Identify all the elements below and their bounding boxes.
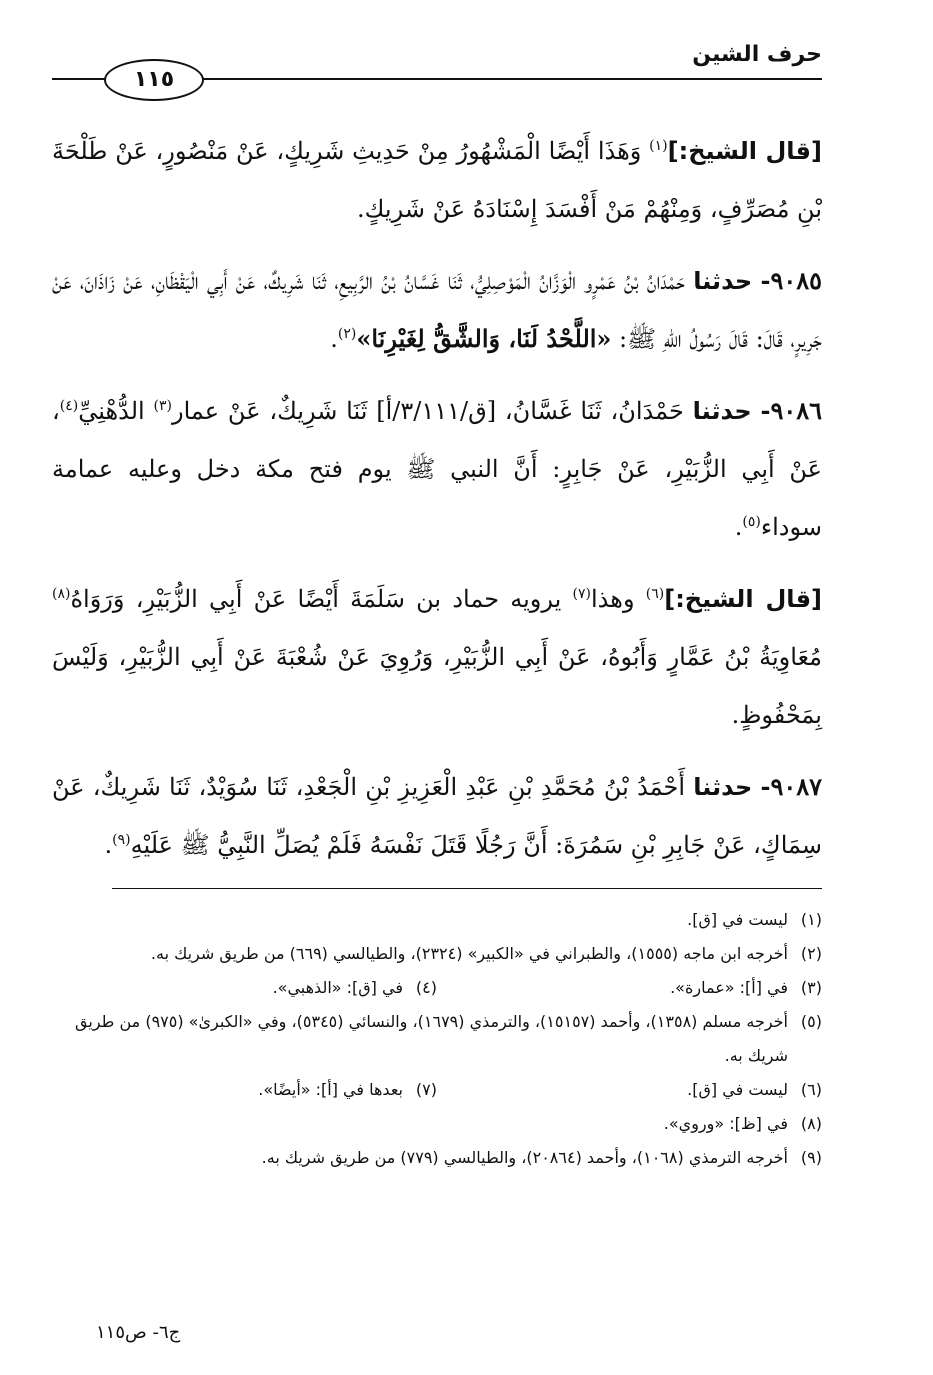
hadith-quote: «اللَّحْدُ لَنَا، وَالشَّقُّ لِغَيْرِنَا» bbox=[356, 324, 612, 353]
paragraph-text: يرويه حماد بن سَلَمَةَ أَيْضًا عَنْ أَبِي الزُّبَيْرِ، وَرَوَاهُ bbox=[70, 585, 573, 613]
paragraph-text: وهذا bbox=[591, 585, 646, 613]
footnote-number: (٣) bbox=[800, 978, 822, 997]
footnote-8 bbox=[52, 1107, 822, 1141]
footnotes bbox=[52, 903, 822, 1175]
footnote-number: (٨) bbox=[800, 1114, 822, 1133]
footnote-ref-3: (٣) bbox=[153, 398, 172, 414]
footnote-number: (٥) bbox=[800, 1012, 822, 1031]
footnote-5 bbox=[52, 1005, 822, 1073]
volume-page-footer: ج٦- ص١١٥ bbox=[96, 1322, 181, 1343]
sheikh-said-label: [قال الشيخ:] bbox=[667, 137, 822, 165]
haddathana-label: حدثنا bbox=[692, 397, 752, 425]
hadith-number: ٩٠٨٦- bbox=[760, 396, 823, 425]
footnote-text: ليست في [ق]. bbox=[687, 910, 788, 929]
footnote-6 bbox=[437, 1073, 822, 1107]
footnote-number: (٩) bbox=[800, 1148, 822, 1167]
hadith-number: ٩٠٨٧- bbox=[760, 772, 822, 801]
paragraph-text: وَهَذَا أَيْضًا الْمَشْهُورُ مِنْ حَدِيثِ شَرِيكٍ، عَنْ مَنْصُورٍ، عَنْ طَلْحَةَ بْنِ مُصَرِّفٍ، وَمِنْهُمْ مَنْ أَفْسَدَ إِسْنَادَهُ عَنْ شَرِيكٍ. bbox=[52, 137, 822, 223]
footnote-7 bbox=[52, 1073, 437, 1107]
footnote-row bbox=[52, 1073, 822, 1107]
footnote-row bbox=[52, 971, 822, 1005]
footnote-number: (٧) bbox=[415, 1080, 437, 1099]
page-number-oval: ١١٥ bbox=[104, 59, 204, 101]
footnote-text: بعدها في [أ]: «أيضًا». bbox=[258, 1080, 403, 1099]
hadith-number: ٩٠٨٥- bbox=[760, 266, 822, 295]
paragraph-4 bbox=[52, 570, 822, 744]
footnote-4 bbox=[52, 971, 437, 1005]
footnote-number: (٤) bbox=[415, 978, 437, 997]
footnote-ref-1: (١) bbox=[649, 138, 668, 154]
main-text bbox=[52, 122, 822, 888]
footnote-ref-5: (٥) bbox=[742, 514, 761, 530]
footnote-text: في [ظ]: «وروي». bbox=[663, 1114, 788, 1133]
hadith-9086 bbox=[52, 382, 822, 556]
period: . bbox=[734, 513, 743, 541]
footnote-ref-4: (٤) bbox=[59, 398, 79, 414]
hadith-text: حَمْدَانُ بْنُ عَمْرٍو الْوَزَّانُ الْمَوْصِلِيُّ، ثَنَا غَسَّانُ بْنُ الرَّبِيعِ، ثَنَا شَرِيكٌ، عَنْ أَبِي الْيَقْظَانِ، عَنْ زَاذَانَ، عَنْ جَرِيرٍ، قَالَ: قَالَ رَسُولُ اللهِ ﷺ: bbox=[52, 267, 822, 353]
footnote-1 bbox=[52, 903, 822, 937]
footnote-ref-7: (٧) bbox=[572, 586, 592, 602]
haddathana-label: حدثنا bbox=[693, 267, 753, 295]
paragraph-1 bbox=[52, 122, 822, 238]
hadith-text: حَمْدَانُ، ثَنَا غَسَّانُ، [ق/٣/١١١/أ] ثَنَا شَرِيكٌ، عَنْ عمار bbox=[172, 397, 693, 425]
footnote-ref-9: (٩) bbox=[112, 832, 131, 848]
footnote-9 bbox=[52, 1141, 822, 1175]
hadith-text: أَحْمَدُ بْنُ مُحَمَّدِ بْنِ عَبْدِ الْعَزِيزِ بْنِ الْجَعْدِ، ثَنَا سُوَيْدٌ، ثَنَا شَرِيكٌ، عَنْ سِمَاكٍ، عَنْ جَابِرِ بْنِ سَمُرَةَ: أَنَّ رَجُلًا قَتَلَ نَفْسَهُ فَلَمْ يُصَلِّ النَّبِيُّ ﷺ عَلَيْهِ bbox=[52, 773, 822, 859]
paragraph-text: مُعَاوِيَةُ بْنُ عَمَّارٍ وَأَبُوهُ، عَنْ أَبِي الزُّبَيْرِ، وَرُوِيَ عَنْ شُعْبَةَ عَنْ أَبِي الزُّبَيْرِ، وَلَيْسَ بِمَحْفُوظٍ. bbox=[52, 643, 822, 729]
page-header bbox=[52, 40, 822, 100]
hadith-9085 bbox=[52, 252, 822, 368]
footnote-separator bbox=[112, 888, 822, 889]
footnote-number: (٢) bbox=[800, 944, 822, 963]
footnote-ref-2: (٢) bbox=[337, 326, 357, 342]
chapter-title: حرف الشين bbox=[692, 42, 822, 67]
hadith-text: الدُّهْنِيِّ bbox=[78, 397, 154, 425]
footnote-number: (٦) bbox=[800, 1080, 822, 1099]
period: . bbox=[104, 831, 113, 859]
footnote-number: (١) bbox=[800, 910, 822, 929]
footnote-text: ليست في [ق]. bbox=[687, 1080, 788, 1099]
footnote-ref-6: (٦) bbox=[645, 586, 665, 602]
sheikh-said-label: [قال الشيخ:] bbox=[664, 585, 823, 613]
haddathana-label: حدثنا bbox=[693, 773, 753, 801]
footnote-text: أخرجه الترمذي (١٠٦٨)، وأحمد (٢٠٨٦٤)، والطيالسي (٧٧٩) من طريق شريك به. bbox=[261, 1148, 788, 1167]
footnote-text: في [أ]: «عمارة». bbox=[670, 978, 788, 997]
footnote-2 bbox=[52, 937, 822, 971]
footnote-3 bbox=[437, 971, 822, 1005]
footnote-ref-8: (٨) bbox=[52, 586, 71, 602]
hadith-9087 bbox=[52, 758, 822, 874]
period: . bbox=[330, 325, 338, 353]
hadith-text: ، عَنْ أَبِي الزُّبَيْرِ، عَنْ جَابِرٍ: أَنَّ النبي ﷺ يوم فتح مكة دخل وعليه عمامة سوداء bbox=[52, 397, 823, 541]
footnote-text: أخرجه مسلم (١٣٥٨)، وأحمد (١٥١٥٧)، والترمذي (١٦٧٩)، والنسائي (٥٣٤٥)، وفي «الكبرىٰ» (٩٧٥) من طريق شريك به. bbox=[75, 1012, 788, 1065]
footnote-text: في [ق]: «الذهبي». bbox=[272, 978, 403, 997]
footnote-text: أخرجه ابن ماجه (١٥٥٥)، والطبراني في «الكبير» (٢٣٢٤)، والطيالسي (٦٦٩) من طريق شريك به. bbox=[150, 944, 788, 963]
